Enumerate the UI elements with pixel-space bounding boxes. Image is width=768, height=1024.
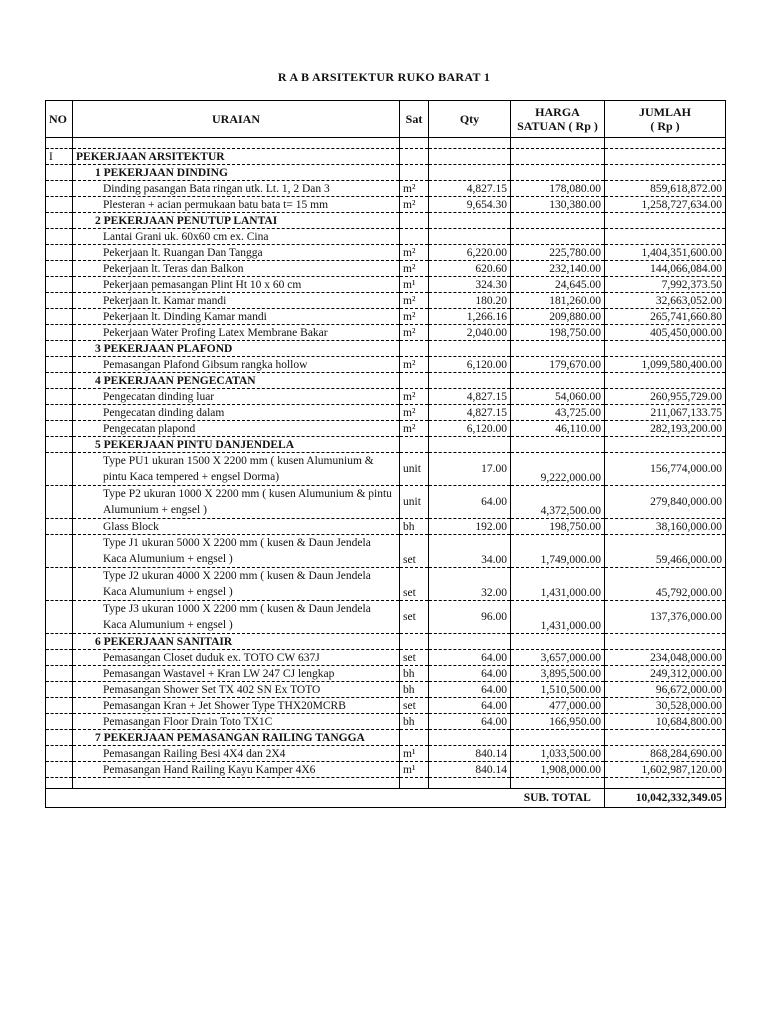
item-row [46, 568, 726, 601]
subtotal-uraian [73, 789, 400, 808]
cell-harga: 1,033,500.00 [511, 746, 605, 762]
cell-text: 4 PEKERJAAN PENGECATAN [73, 373, 400, 389]
col-header-sat: Sat [400, 101, 429, 138]
cell-harga: 4,372,500.00 [511, 486, 605, 519]
cell-qty: 4,827.15 [429, 181, 511, 197]
cell-qty: 840.14 [429, 746, 511, 762]
cell-text: Type J1 ukuran 5000 X 2200 mm ( kusen & Daun Jendela Kaca Alumunium + engsel ) [73, 535, 400, 568]
cell-text: Type P2 ukuran 1000 X 2200 mm ( kusen Alumunium & pintu Alumunium + engsel ) [73, 486, 400, 519]
cell-no [46, 309, 73, 325]
cell-jumlah: 260,955,729.00 [605, 389, 726, 405]
cell-qty: 620.60 [429, 261, 511, 277]
cell-sat [400, 634, 429, 650]
cell-jumlah: 32,663,052.00 [605, 293, 726, 309]
cell-text: Pemasangan Kran + Jet Shower Type THX20MCRB [73, 698, 400, 714]
item-row [46, 245, 726, 261]
cell-jumlah [605, 149, 726, 165]
cell-text: Pemasangan Closet duduk ex. TOTO CW 637J [73, 650, 400, 666]
cell-qty: 192.00 [429, 519, 511, 535]
cell-harga: 130,380.00 [511, 197, 605, 213]
cell-qty [429, 778, 511, 789]
cell-qty: 1,266.16 [429, 309, 511, 325]
cell-jumlah [605, 437, 726, 453]
cell-no [46, 762, 73, 778]
cell-no [46, 405, 73, 421]
cell-jumlah: 859,618,872.00 [605, 181, 726, 197]
cell-no [46, 634, 73, 650]
cell-text: 5 PEKERJAAN PINTU DANJENDELA [73, 437, 400, 453]
cell-qty [429, 634, 511, 650]
cell-jumlah: 868,284,690.00 [605, 746, 726, 762]
cell-sat: m² [400, 309, 429, 325]
cell-no: I [46, 149, 73, 165]
cell-sat [400, 373, 429, 389]
cell-harga [511, 373, 605, 389]
cell-harga: 1,510,500.00 [511, 682, 605, 698]
cell-no [46, 778, 73, 789]
cell-sat: unit [400, 486, 429, 519]
cell-sat: m² [400, 245, 429, 261]
spacer-row [46, 778, 726, 789]
cell-jumlah [605, 229, 726, 245]
cell-harga: 181,260.00 [511, 293, 605, 309]
cell-text: Pemasangan Wastavel + Kran LW 247 CJ lengkap [73, 666, 400, 682]
cell-text: 6 PEKERJAAN SANITAIR [73, 634, 400, 650]
item-row [46, 698, 726, 714]
cell-jumlah: 10,684,800.00 [605, 714, 726, 730]
item-row [46, 714, 726, 730]
cell-text: Dinding pasangan Bata ringan utk. Lt. 1, 2 Dan 3 [73, 181, 400, 197]
cell-qty [429, 341, 511, 357]
cell-text: Pemasangan Railing Besi 4X4 dan 2X4 [73, 746, 400, 762]
subtotal-row [46, 789, 726, 808]
cell-harga: 46,110.00 [511, 421, 605, 437]
cell-text: Pekerjaan lt. Dinding Kamar mandi [73, 309, 400, 325]
col-header-no: NO [46, 101, 73, 138]
cell-sat: set [400, 698, 429, 714]
cell-jumlah: 265,741,660.80 [605, 309, 726, 325]
cell-harga: 3,895,500.00 [511, 666, 605, 682]
cell-jumlah: 234,048,000.00 [605, 650, 726, 666]
cell-qty [429, 373, 511, 389]
cell-qty: 64.00 [429, 682, 511, 698]
cell-harga: 1,431,000.00 [511, 601, 605, 634]
cell-qty: 4,827.15 [429, 389, 511, 405]
item-row [46, 421, 726, 437]
cell-text: Pengecatan plapond [73, 421, 400, 437]
cell-sat: m² [400, 181, 429, 197]
cell-harga [511, 165, 605, 181]
cell-no [46, 714, 73, 730]
cell-harga [511, 437, 605, 453]
cell-text: Pemasangan Plafond Gibsum rangka hollow [73, 357, 400, 373]
cell-jumlah [605, 213, 726, 229]
cell-jumlah: 7,992,373.50 [605, 277, 726, 293]
cell-text: Pekerjaan lt. Teras dan Balkon [73, 261, 400, 277]
cell-jumlah: 1,602,987,120.00 [605, 762, 726, 778]
cell-qty: 64.00 [429, 666, 511, 682]
cell-qty [429, 149, 511, 165]
cell-text: Lantai Grani uk. 60x60 cm ex. Cina [73, 229, 400, 245]
document-title: R A B ARSITEKTUR RUKO BARAT 1 [277, 70, 491, 84]
cell-text: Type J2 ukuran 4000 X 2200 mm ( kusen & Daun Jendela Kaca Alumunium + engsel ) [73, 568, 400, 601]
cell-sat: m² [400, 357, 429, 373]
item-row [46, 181, 726, 197]
cell-no [46, 568, 73, 601]
cell-jumlah: 1,404,351,600.00 [605, 245, 726, 261]
cell-harga: 209,880.00 [511, 309, 605, 325]
cell-jumlah [605, 778, 726, 789]
cell-qty: 34.00 [429, 535, 511, 568]
cell-sat: set [400, 568, 429, 601]
cell-harga: 198,750.00 [511, 519, 605, 535]
cell-no [46, 519, 73, 535]
cell-harga: 179,670.00 [511, 357, 605, 373]
cell-text: Pemasangan Shower Set TX 402 SN Ex TOTO [73, 682, 400, 698]
cell-no [46, 245, 73, 261]
cell-jumlah: 38,160,000.00 [605, 519, 726, 535]
cell-qty: 64.00 [429, 650, 511, 666]
cell-harga [511, 730, 605, 746]
rab-table [45, 100, 726, 808]
cell-harga: 477,000.00 [511, 698, 605, 714]
cell-harga: 198,750.00 [511, 325, 605, 341]
cell-jumlah [605, 165, 726, 181]
section-row [46, 730, 726, 746]
cell-jumlah: 156,774,000.00 [605, 453, 726, 486]
cell-harga: 225,780.00 [511, 245, 605, 261]
item-row [46, 357, 726, 373]
cell-jumlah: 249,312,000.00 [605, 666, 726, 682]
item-row [46, 261, 726, 277]
cell-harga [511, 341, 605, 357]
table-body [46, 138, 726, 789]
col-header-uraian: URAIAN [73, 101, 400, 138]
cell-no [46, 341, 73, 357]
cell-text: 1 PEKERJAAN DINDING [73, 165, 400, 181]
cell-text: Pengecatan dinding dalam [73, 405, 400, 421]
cell-no [46, 325, 73, 341]
cell-jumlah [605, 730, 726, 746]
col-header-qty: Qty [429, 101, 511, 138]
cell-no [46, 165, 73, 181]
cell-text: Type PU1 ukuran 1500 X 2200 mm ( kusen Alumunium & pintu Kaca tempered + engsel Dorma) [73, 453, 400, 486]
cell-no [46, 650, 73, 666]
item-row [46, 293, 726, 309]
cell-jumlah: 137,376,000.00 [605, 601, 726, 634]
cell-harga: 1,749,000.00 [511, 535, 605, 568]
subtotal-value: 10,042,332,349.05 [605, 789, 726, 808]
cell-sat: set [400, 650, 429, 666]
cell-sat: m¹ [400, 277, 429, 293]
cell-qty [429, 437, 511, 453]
cell-no [46, 181, 73, 197]
cell-text: PEKERJAAN ARSITEKTUR [73, 149, 400, 165]
cell-harga: 166,950.00 [511, 714, 605, 730]
cell-harga: 1,431,000.00 [511, 568, 605, 601]
cell-sat: bh [400, 666, 429, 682]
cell-qty: 6,120.00 [429, 421, 511, 437]
col-header-harga-line2: SATUAN ( Rp ) [517, 119, 598, 133]
cell-jumlah: 1,258,727,634.00 [605, 197, 726, 213]
cell-jumlah [605, 634, 726, 650]
cell-jumlah [605, 138, 726, 149]
cell-text: Type J3 ukuran 1000 X 2200 mm ( kusen & Daun Jendela Kaca Alumunium + engsel ) [73, 601, 400, 634]
cell-harga: 3,657,000.00 [511, 650, 605, 666]
cell-qty: 96.00 [429, 601, 511, 634]
cell-jumlah: 30,528,000.00 [605, 698, 726, 714]
cell-qty: 64.00 [429, 714, 511, 730]
cell-jumlah: 1,099,580,400.00 [605, 357, 726, 373]
cell-jumlah: 45,792,000.00 [605, 568, 726, 601]
cell-text: Pekerjaan Water Profing Latex Membrane Bakar [73, 325, 400, 341]
cell-jumlah: 282,193,200.00 [605, 421, 726, 437]
cell-no [46, 666, 73, 682]
cell-text: 7 PEKERJAAN PEMASANGAN RAILING TANGGA [73, 730, 400, 746]
spacer-row [46, 138, 726, 149]
cell-qty [429, 229, 511, 245]
cell-harga [511, 634, 605, 650]
cell-sat: m² [400, 325, 429, 341]
cell-no [46, 437, 73, 453]
cell-qty: 6,120.00 [429, 357, 511, 373]
cell-harga [511, 229, 605, 245]
cell-no [46, 293, 73, 309]
cell-harga [511, 778, 605, 789]
cell-qty [429, 165, 511, 181]
col-header-jumlah-line2: ( Rp ) [650, 119, 680, 133]
cell-harga: 178,080.00 [511, 181, 605, 197]
item-row [46, 519, 726, 535]
cell-no [46, 453, 73, 486]
category-row [46, 149, 726, 165]
item-row [46, 277, 726, 293]
subtotal-label: SUB. TOTAL [511, 789, 605, 808]
col-header-jumlah-line1: JUMLAH [639, 105, 691, 119]
cell-harga: 1,908,000.00 [511, 762, 605, 778]
cell-jumlah: 59,466,000.00 [605, 535, 726, 568]
cell-harga: 54,060.00 [511, 389, 605, 405]
cell-harga [511, 138, 605, 149]
item-row [46, 405, 726, 421]
cell-no [46, 601, 73, 634]
cell-sat [400, 213, 429, 229]
item-row [46, 309, 726, 325]
item-row [46, 746, 726, 762]
cell-sat: m¹ [400, 746, 429, 762]
section-row [46, 213, 726, 229]
cell-harga [511, 213, 605, 229]
cell-no [46, 746, 73, 762]
cell-qty: 32.00 [429, 568, 511, 601]
cell-sat: bh [400, 519, 429, 535]
cell-sat [400, 229, 429, 245]
cell-sat [400, 165, 429, 181]
cell-text: Pekerjaan lt. Ruangan Dan Tangga [73, 245, 400, 261]
table-header-row [46, 101, 726, 138]
cell-no [46, 535, 73, 568]
cell-jumlah [605, 341, 726, 357]
item-row [46, 325, 726, 341]
item-row [46, 762, 726, 778]
cell-no [46, 486, 73, 519]
cell-text: Pengecatan dinding luar [73, 389, 400, 405]
col-header-jumlah [605, 101, 726, 138]
cell-qty: 6,220.00 [429, 245, 511, 261]
cell-sat: bh [400, 682, 429, 698]
cell-qty: 180.20 [429, 293, 511, 309]
item-row [46, 535, 726, 568]
cell-harga: 43,725.00 [511, 405, 605, 421]
cell-qty: 840.14 [429, 762, 511, 778]
cell-sat: m² [400, 261, 429, 277]
section-row [46, 165, 726, 181]
cell-no [46, 698, 73, 714]
item-row [46, 229, 726, 245]
cell-jumlah: 144,066,084.00 [605, 261, 726, 277]
item-row [46, 389, 726, 405]
cell-no [46, 261, 73, 277]
section-row [46, 341, 726, 357]
cell-sat: m² [400, 293, 429, 309]
cell-jumlah: 96,672,000.00 [605, 682, 726, 698]
cell-text: Pemasangan Floor Drain Toto TX1C [73, 714, 400, 730]
col-header-harga [511, 101, 605, 138]
cell-harga: 232,140.00 [511, 261, 605, 277]
subtotal-qty [429, 789, 511, 808]
subtotal-sat [400, 789, 429, 808]
cell-qty: 17.00 [429, 453, 511, 486]
cell-sat: m² [400, 421, 429, 437]
item-row [46, 453, 726, 486]
cell-no [46, 213, 73, 229]
cell-sat [400, 341, 429, 357]
cell-no [46, 197, 73, 213]
cell-text [73, 778, 400, 789]
cell-sat: set [400, 601, 429, 634]
cell-text: 3 PEKERJAAN PLAFOND [73, 341, 400, 357]
cell-sat: bh [400, 714, 429, 730]
cell-sat: m² [400, 405, 429, 421]
cell-qty [429, 138, 511, 149]
cell-qty [429, 213, 511, 229]
cell-qty [429, 730, 511, 746]
item-row [46, 650, 726, 666]
cell-text [73, 138, 400, 149]
cell-sat [400, 138, 429, 149]
cell-no [46, 421, 73, 437]
cell-harga [511, 149, 605, 165]
cell-no [46, 682, 73, 698]
cell-jumlah: 279,840,000.00 [605, 486, 726, 519]
section-row [46, 634, 726, 650]
cell-sat [400, 730, 429, 746]
cell-no [46, 229, 73, 245]
cell-no [46, 373, 73, 389]
cell-text: Pekerjaan pemasangan Plint Ht 10 x 60 cm [73, 277, 400, 293]
cell-no [46, 389, 73, 405]
section-row [46, 437, 726, 453]
item-row [46, 486, 726, 519]
cell-qty: 64.00 [429, 698, 511, 714]
col-header-harga-line1: HARGA [535, 105, 580, 119]
cell-no [46, 277, 73, 293]
section-row [46, 373, 726, 389]
cell-harga: 24,645.00 [511, 277, 605, 293]
cell-sat: m¹ [400, 762, 429, 778]
cell-harga: 9,222,000.00 [511, 453, 605, 486]
item-row [46, 682, 726, 698]
cell-sat: unit [400, 453, 429, 486]
cell-jumlah: 405,450,000.00 [605, 325, 726, 341]
cell-text: Pemasangan Hand Railing Kayu Kamper 4X6 [73, 762, 400, 778]
cell-sat: m² [400, 389, 429, 405]
cell-jumlah: 211,067,133.75 [605, 405, 726, 421]
cell-jumlah [605, 373, 726, 389]
cell-sat [400, 437, 429, 453]
cell-sat [400, 778, 429, 789]
cell-qty: 2,040.00 [429, 325, 511, 341]
item-row [46, 197, 726, 213]
cell-sat: set [400, 535, 429, 568]
cell-no [46, 730, 73, 746]
item-row [46, 666, 726, 682]
cell-text: 2 PEKERJAAN PENUTUP LANTAI [73, 213, 400, 229]
subtotal-no [46, 789, 73, 808]
cell-qty: 64.00 [429, 486, 511, 519]
cell-no [46, 138, 73, 149]
cell-qty: 4,827.15 [429, 405, 511, 421]
cell-sat: m² [400, 197, 429, 213]
cell-qty: 9,654.30 [429, 197, 511, 213]
cell-text: Pekerjaan lt. Kamar mandi [73, 293, 400, 309]
item-row [46, 601, 726, 634]
cell-text: Plesteran + acian permukaan batu bata t= 15 mm [73, 197, 400, 213]
cell-no [46, 357, 73, 373]
cell-sat [400, 149, 429, 165]
cell-text: Glass Block [73, 519, 400, 535]
cell-qty: 324.30 [429, 277, 511, 293]
